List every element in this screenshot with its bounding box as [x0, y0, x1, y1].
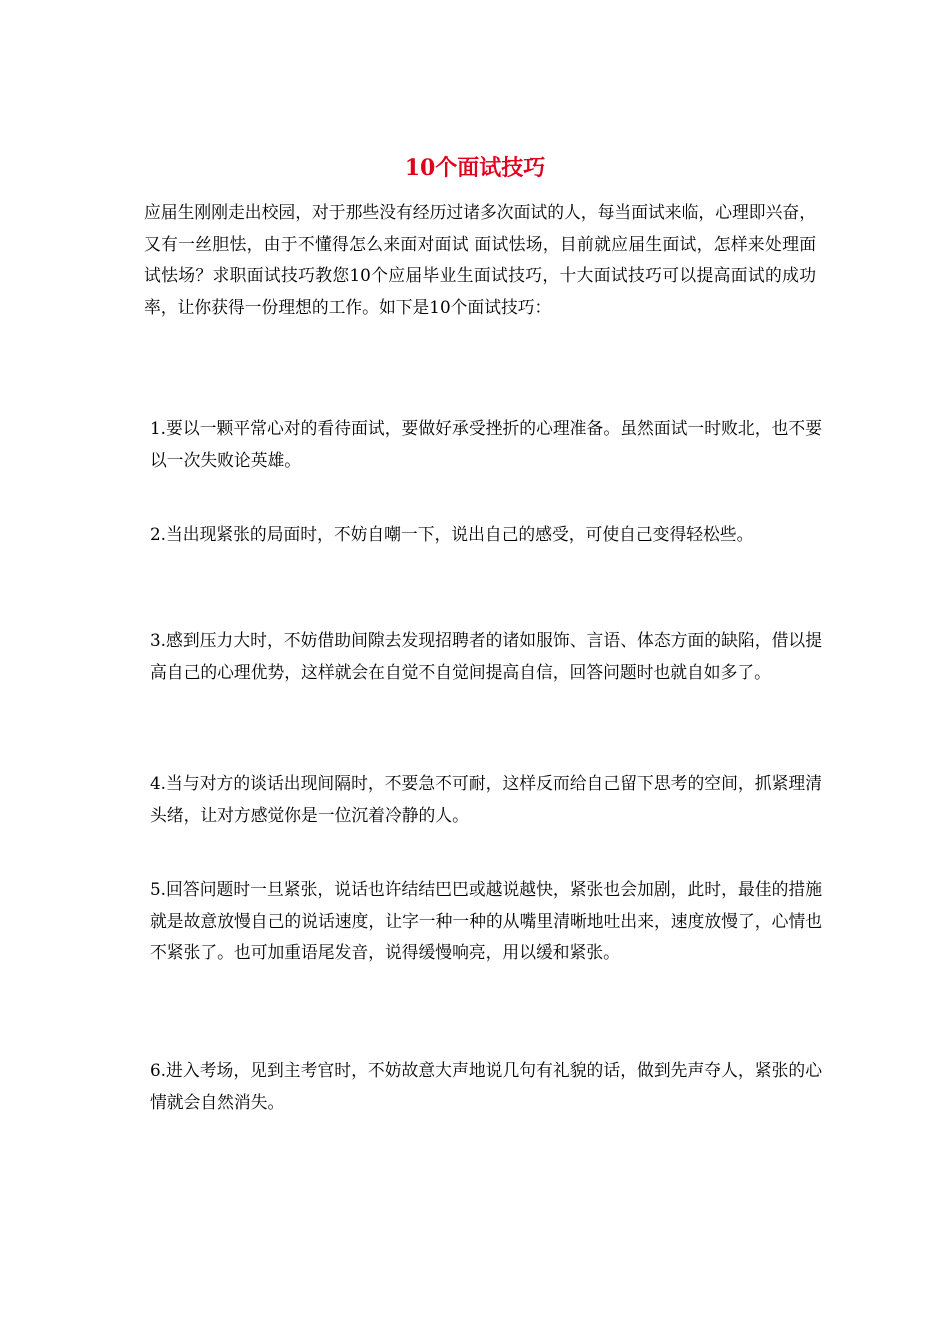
document-title: 10个面试技巧 — [404, 155, 546, 181]
tip-4-paragraph: 4.当与对方的谈话出现间隔时，不要急不可耐，这样反而给自己留下思考的空间，抓紧理清头绪，让对方感觉你是一位沉着冷静的人。 — [150, 773, 822, 825]
tip-5-paragraph: 5.回答问题时一旦紧张，说话也许结结巴巴或越说越快，紧张也会加剧，此时，最佳的措施就是故意放慢自己的说话速度，让字一种一种的从嘴里清晰地吐出来，速度放慢了，心情也不紧张了。也可加重语尾发音，说得缓慢响亮，用以缓和紧张。 — [150, 879, 822, 962]
tip-2-paragraph: 2.当出现紧张的局面时，不妨自嘲一下，说出自己的感受，可使自己变得轻松些。 — [150, 524, 754, 544]
tip-6-paragraph: 6.进入考场，见到主考官时，不妨故意大声地说几句有礼貌的话，做到先声夺人，紧张的心情就会自然消失。 — [150, 1060, 822, 1112]
tip-3-paragraph: 3.感到压力大时，不妨借助间隙去发现招聘者的诸如服饰、言语、体态方面的缺陷，借以提高自己的心理优势，这样就会在自觉不自觉间提高自信，回答问题时也就自如多了。 — [150, 630, 822, 682]
intro-paragraph: 应届生刚刚走出校园，对于那些没有经历过诸多次面试的人，每当面试来临，心理即兴奋，又有一丝胆怯，由于不懂得怎么来面对面试 面试怯场，目前就应届生面试，怎样来处理面试怯场？求职面试技巧教您10个应届毕业生面试技巧，十大面试技巧可以提高面试的成功率，让你获得一份理想的工作。如下是10个面试技巧： — [144, 202, 816, 317]
tip-1-paragraph: 1.要以一颗平常心对的看待面试，要做好承受挫折的心理准备。虽然面试一时败北，也不要以一次失败论英雄。 — [150, 418, 822, 470]
